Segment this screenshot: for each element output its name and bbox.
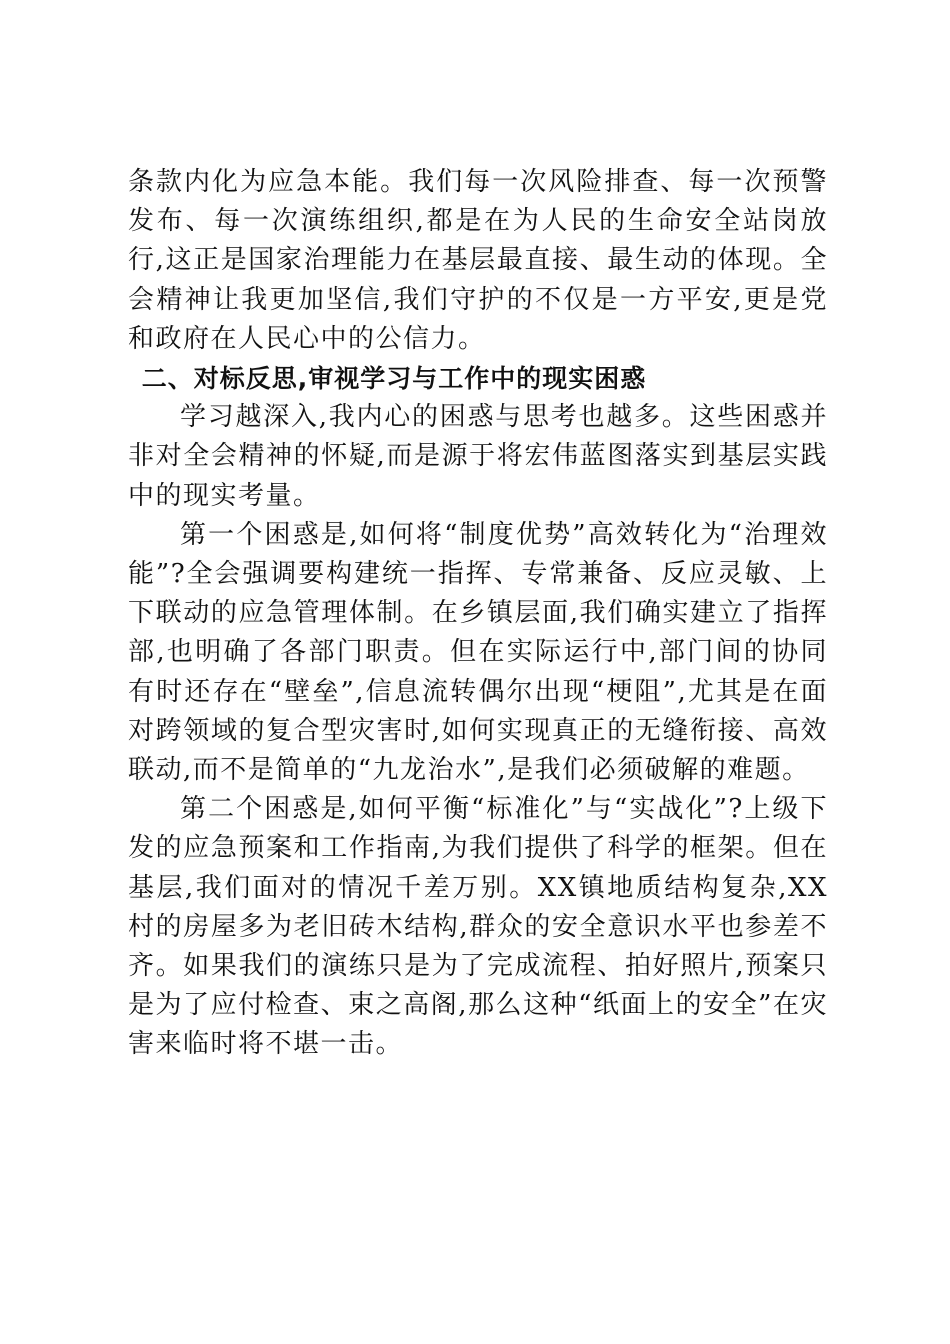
document-body bbox=[128, 163, 828, 1065]
paragraph-continuation: 条款内化为应急本能。我们每一次风险排查、每一次预警发布、每一次演练组织,都是在为人民的生命安全站岗放行,这正是国家治理能力在基层最直接、最生动的体现。全会精神让我更加坚信,我们守护的不仅是一方平安,更是党和政府在人民心中的公信力。 bbox=[128, 167, 828, 354]
paragraph: 学习越深入,我内心的困惑与思考也越多。这些困惑并非对全会精神的怀疑,而是源于将宏伟蓝图落实到基层实践中的现实考量。 bbox=[128, 402, 828, 511]
paragraph: 第一个困惑是,如何将“制度优势”高效转化为“治理效能”?全会强调要构建统一指挥、专常兼备、反应灵敏、上下联动的应急管理体制。在乡镇层面,我们确实建立了指挥部,也明确了各部门职责。但在实际运行中,部门间的协同有时还存在“壁垒”,信息流转偶尔出现“梗阻”,尤其是在面对跨领域的复合型灾害时,如何实现真正的无缝衔接、高效联动,而不是简单的“九龙治水”,是我们必须破解的难题。 bbox=[128, 519, 828, 786]
section-heading: 二、对标反思,审视学习与工作中的现实困惑 bbox=[141, 364, 647, 394]
paragraph: 第二个困惑是,如何平衡“标准化”与“实战化”?上级下发的应急预案和工作指南,为我们提供了科学的框架。但在基层,我们面对的情况千差万别。XX镇地质结构复杂,XX村的房屋多为老旧砖木结构,群众的安全意识水平也参差不齐。如果我们的演练只是为了完成流程、拍好照片,预案只是为了应付检查、束之高阁,那么这种“纸面上的安全”在灾害来临时将不堪一击。 bbox=[128, 794, 828, 1060]
